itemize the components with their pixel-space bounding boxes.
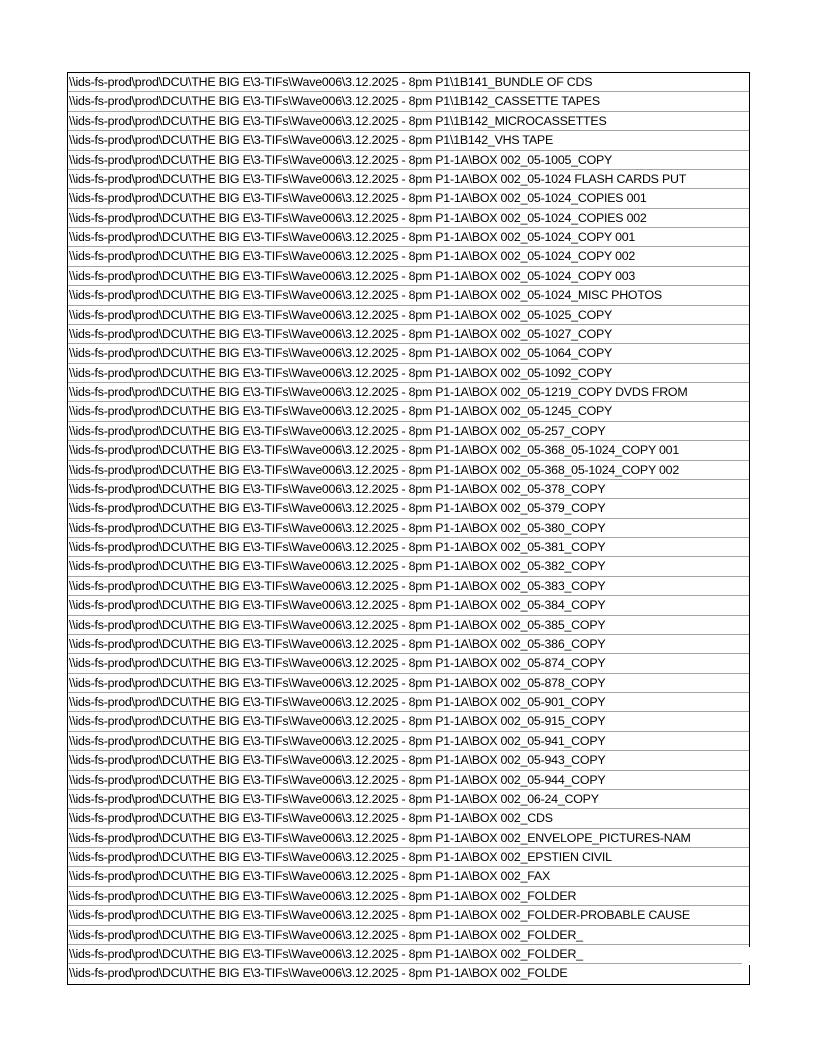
table-row — [68, 112, 749, 131]
table-row — [68, 480, 749, 499]
table-row — [68, 344, 749, 363]
file-path-cell: \\ids-fs-prod\prod\DCU\THE BIG E\3-TIFs\Wave006\3.12.2025 - 8pm P1-1A\BOX 002_05-941_COPY — [69, 733, 606, 748]
file-path-cell: \\ids-fs-prod\prod\DCU\THE BIG E\3-TIFs\Wave006\3.12.2025 - 8pm P1-1A\BOX 002_05-1024_COPY 003 — [69, 268, 636, 283]
table-row — [68, 732, 749, 751]
file-path-cell: \\ids-fs-prod\prod\DCU\THE BIG E\3-TIFs\Wave006\3.12.2025 - 8pm P1-1A\BOX 002_05-383_COPY — [69, 578, 606, 593]
file-path-cell: \\ids-fs-prod\prod\DCU\THE BIG E\3-TIFs\Wave006\3.12.2025 - 8pm P1-1A\BOX 002_FAX — [69, 869, 550, 884]
file-path-cell: \\ids-fs-prod\prod\DCU\THE BIG E\3-TIFs\Wave006\3.12.2025 - 8pm P1\1B141_BUNDLE OF CDS — [69, 75, 593, 89]
table-row — [68, 557, 749, 576]
file-path-cell: \\ids-fs-prod\prod\DCU\THE BIG E\3-TIFs\Wave006\3.12.2025 - 8pm P1-1A\BOX 002_06-24_COPY — [69, 791, 599, 806]
file-path-cell: \\ids-fs-prod\prod\DCU\THE BIG E\3-TIFs\Wave006\3.12.2025 - 8pm P1-1A\BOX 002_FOLDER — [69, 888, 577, 903]
file-path-cell: \\ids-fs-prod\prod\DCU\THE BIG E\3-TIFs\Wave006\3.12.2025 - 8pm P1-1A\BOX 002_FOLDER_ — [69, 946, 583, 961]
file-path-cell: \\ids-fs-prod\prod\DCU\THE BIG E\3-TIFs\Wave006\3.12.2025 - 8pm P1\1B142_CASSETTE TAPES — [69, 94, 600, 109]
file-path-cell: \\ids-fs-prod\prod\DCU\THE BIG E\3-TIFs\Wave006\3.12.2025 - 8pm P1-1A\BOX 002_FOLDE — [69, 966, 568, 981]
table-row — [68, 635, 749, 654]
table-row — [68, 170, 749, 189]
file-path-cell: \\ids-fs-prod\prod\DCU\THE BIG E\3-TIFs\Wave006\3.12.2025 - 8pm P1-1A\BOX 002_05-1025_COPY — [69, 307, 613, 322]
file-path-cell: \\ids-fs-prod\prod\DCU\THE BIG E\3-TIFs\Wave006\3.12.2025 - 8pm P1-1A\BOX 002_05-915_COPY — [69, 714, 606, 729]
table-row — [68, 829, 749, 848]
file-path-cell: \\ids-fs-prod\prod\DCU\THE BIG E\3-TIFs\Wave006\3.12.2025 - 8pm P1-1A\BOX 002_05-874_COPY — [69, 656, 606, 671]
file-path-cell: \\ids-fs-prod\prod\DCU\THE BIG E\3-TIFs\Wave006\3.12.2025 - 8pm P1-1A\BOX 002_05-385_COPY — [69, 617, 606, 632]
table-row — [68, 887, 749, 906]
file-path-cell: \\ids-fs-prod\prod\DCU\THE BIG E\3-TIFs\Wave006\3.12.2025 - 8pm P1-1A\BOX 002_CDS — [69, 811, 553, 826]
file-path-cell: \\ids-fs-prod\prod\DCU\THE BIG E\3-TIFs\Wave006\3.12.2025 - 8pm P1-1A\BOX 002_05-380_COPY — [69, 520, 606, 535]
table-row — [68, 577, 749, 596]
file-path-cell: \\ids-fs-prod\prod\DCU\THE BIG E\3-TIFs\Wave006\3.12.2025 - 8pm P1\1B142_VHS TAPE — [69, 133, 553, 148]
file-path-cell: \\ids-fs-prod\prod\DCU\THE BIG E\3-TIFs\Wave006\3.12.2025 - 8pm P1-1A\BOX 002_05-368_05-1024_COPY 001 — [69, 443, 680, 458]
file-path-cell: \\ids-fs-prod\prod\DCU\THE BIG E\3-TIFs\Wave006\3.12.2025 - 8pm P1-1A\BOX 002_05-901_COPY — [69, 695, 606, 709]
table-row — [68, 286, 749, 305]
table-row — [68, 422, 749, 441]
file-path-cell: \\ids-fs-prod\prod\DCU\THE BIG E\3-TIFs\Wave006\3.12.2025 - 8pm P1-1A\BOX 002_05-1092_COPY — [69, 365, 613, 380]
file-path-cell: \\ids-fs-prod\prod\DCU\THE BIG E\3-TIFs\Wave006\3.12.2025 - 8pm P1-1A\BOX 002_05-378_COPY — [69, 481, 606, 496]
file-path-cell: \\ids-fs-prod\prod\DCU\THE BIG E\3-TIFs\Wave006\3.12.2025 - 8pm P1-1A\BOX 002_05-1024_COPY 002 — [69, 249, 636, 264]
table-row — [68, 267, 749, 286]
table-row — [68, 151, 749, 170]
table-row — [68, 712, 749, 731]
file-path-cell: \\ids-fs-prod\prod\DCU\THE BIG E\3-TIFs\Wave006\3.12.2025 - 8pm P1-1A\BOX 002_05-386_COPY — [69, 636, 606, 651]
file-path-cell: \\ids-fs-prod\prod\DCU\THE BIG E\3-TIFs\Wave006\3.12.2025 - 8pm P1-1A\BOX 002_05-1024_COPIES 001 — [69, 191, 647, 206]
table-row — [68, 402, 749, 421]
file-path-table — [67, 72, 750, 985]
table-row — [68, 325, 749, 344]
table-row — [68, 771, 749, 790]
table-row — [68, 848, 749, 867]
file-path-cell: \\ids-fs-prod\prod\DCU\THE BIG E\3-TIFs\Wave006\3.12.2025 - 8pm P1-1A\BOX 002_05-382_COPY — [69, 559, 606, 574]
table-row — [68, 809, 749, 828]
file-path-cell: \\ids-fs-prod\prod\DCU\THE BIG E\3-TIFs\Wave006\3.12.2025 - 8pm P1-1A\BOX 002_05-1245_COPY — [69, 404, 613, 419]
file-path-cell: \\ids-fs-prod\prod\DCU\THE BIG E\3-TIFs\Wave006\3.12.2025 - 8pm P1-1A\BOX 002_ENVELOPE_PICTURES-NAM — [69, 830, 691, 845]
file-path-cell: \\ids-fs-prod\prod\DCU\THE BIG E\3-TIFs\Wave006\3.12.2025 - 8pm P1-1A\BOX 002_05-1219_COPY DVDS FROM — [69, 385, 688, 399]
file-path-cell: \\ids-fs-prod\prod\DCU\THE BIG E\3-TIFs\Wave006\3.12.2025 - 8pm P1-1A\BOX 002_05-1024_MISC PHOTOS — [69, 288, 662, 303]
table-row — [68, 906, 749, 925]
border-gap — [742, 947, 754, 965]
table-row — [68, 751, 749, 770]
table-row — [68, 441, 749, 460]
table-row — [68, 306, 749, 325]
file-path-cell: \\ids-fs-prod\prod\DCU\THE BIG E\3-TIFs\Wave006\3.12.2025 - 8pm P1-1A\BOX 002_EPSTIEN CIVIL — [69, 850, 612, 864]
table-row — [68, 790, 749, 809]
table-row — [68, 654, 749, 673]
table-row — [68, 519, 749, 538]
table-row — [68, 867, 749, 886]
table-row — [68, 383, 749, 402]
table-row — [68, 693, 749, 712]
table-row — [68, 926, 749, 945]
table-row — [68, 945, 749, 964]
table-row — [68, 131, 749, 150]
table-row — [68, 247, 749, 266]
file-path-cell: \\ids-fs-prod\prod\DCU\THE BIG E\3-TIFs\Wave006\3.12.2025 - 8pm P1-1A\BOX 002_05-381_COPY — [69, 540, 606, 554]
file-path-cell: \\ids-fs-prod\prod\DCU\THE BIG E\3-TIFs\Wave006\3.12.2025 - 8pm P1-1A\BOX 002_05-1024_COPY 001 — [69, 230, 636, 244]
file-path-cell: \\ids-fs-prod\prod\DCU\THE BIG E\3-TIFs\Wave006\3.12.2025 - 8pm P1-1A\BOX 002_05-1027_COPY — [69, 326, 613, 341]
file-path-cell: \\ids-fs-prod\prod\DCU\THE BIG E\3-TIFs\Wave006\3.12.2025 - 8pm P1-1A\BOX 002_05-944_COPY — [69, 772, 606, 787]
file-path-cell: \\ids-fs-prod\prod\DCU\THE BIG E\3-TIFs\Wave006\3.12.2025 - 8pm P1-1A\BOX 002_FOLDER_ — [69, 927, 583, 942]
table-row — [68, 461, 749, 480]
table-row — [68, 499, 749, 518]
file-path-cell: \\ids-fs-prod\prod\DCU\THE BIG E\3-TIFs\Wave006\3.12.2025 - 8pm P1-1A\BOX 002_FOLDER-PROBABLE CAUSE — [69, 908, 690, 923]
table-row — [68, 538, 749, 557]
table-row — [68, 596, 749, 615]
table-row — [68, 189, 749, 208]
file-path-cell: \\ids-fs-prod\prod\DCU\THE BIG E\3-TIFs\Wave006\3.12.2025 - 8pm P1-1A\BOX 002_05-1005_COPY — [69, 152, 613, 167]
file-path-cell: \\ids-fs-prod\prod\DCU\THE BIG E\3-TIFs\Wave006\3.12.2025 - 8pm P1-1A\BOX 002_05-368_05-1024_COPY 002 — [69, 462, 680, 477]
table-row — [68, 228, 749, 247]
file-path-cell: \\ids-fs-prod\prod\DCU\THE BIG E\3-TIFs\Wave006\3.12.2025 - 8pm P1-1A\BOX 002_05-257_COPY — [69, 423, 606, 438]
table-row — [68, 616, 749, 635]
table-row — [68, 364, 749, 383]
file-path-cell: \\ids-fs-prod\prod\DCU\THE BIG E\3-TIFs\Wave006\3.12.2025 - 8pm P1-1A\BOX 002_05-379_COPY — [69, 501, 606, 516]
file-path-cell: \\ids-fs-prod\prod\DCU\THE BIG E\3-TIFs\Wave006\3.12.2025 - 8pm P1-1A\BOX 002_05-1064_COPY — [69, 346, 613, 361]
file-path-cell: \\ids-fs-prod\prod\DCU\THE BIG E\3-TIFs\Wave006\3.12.2025 - 8pm P1\1B142_MICROCASSETTES — [69, 113, 607, 128]
file-path-cell: \\ids-fs-prod\prod\DCU\THE BIG E\3-TIFs\Wave006\3.12.2025 - 8pm P1-1A\BOX 002_05-878_COPY — [69, 675, 606, 690]
file-path-cell: \\ids-fs-prod\prod\DCU\THE BIG E\3-TIFs\Wave006\3.12.2025 - 8pm P1-1A\BOX 002_05-384_COPY — [69, 598, 606, 613]
table-row — [68, 209, 749, 228]
file-path-cell: \\ids-fs-prod\prod\DCU\THE BIG E\3-TIFs\Wave006\3.12.2025 - 8pm P1-1A\BOX 002_05-1024 FLASH CARDS PUT — [69, 171, 687, 186]
table-row — [68, 73, 749, 92]
table-row — [68, 674, 749, 693]
table-row — [68, 92, 749, 111]
table-row — [68, 964, 749, 983]
file-path-cell: \\ids-fs-prod\prod\DCU\THE BIG E\3-TIFs\Wave006\3.12.2025 - 8pm P1-1A\BOX 002_05-943_COPY — [69, 753, 606, 768]
file-path-cell: \\ids-fs-prod\prod\DCU\THE BIG E\3-TIFs\Wave006\3.12.2025 - 8pm P1-1A\BOX 002_05-1024_COPIES 002 — [69, 210, 647, 225]
